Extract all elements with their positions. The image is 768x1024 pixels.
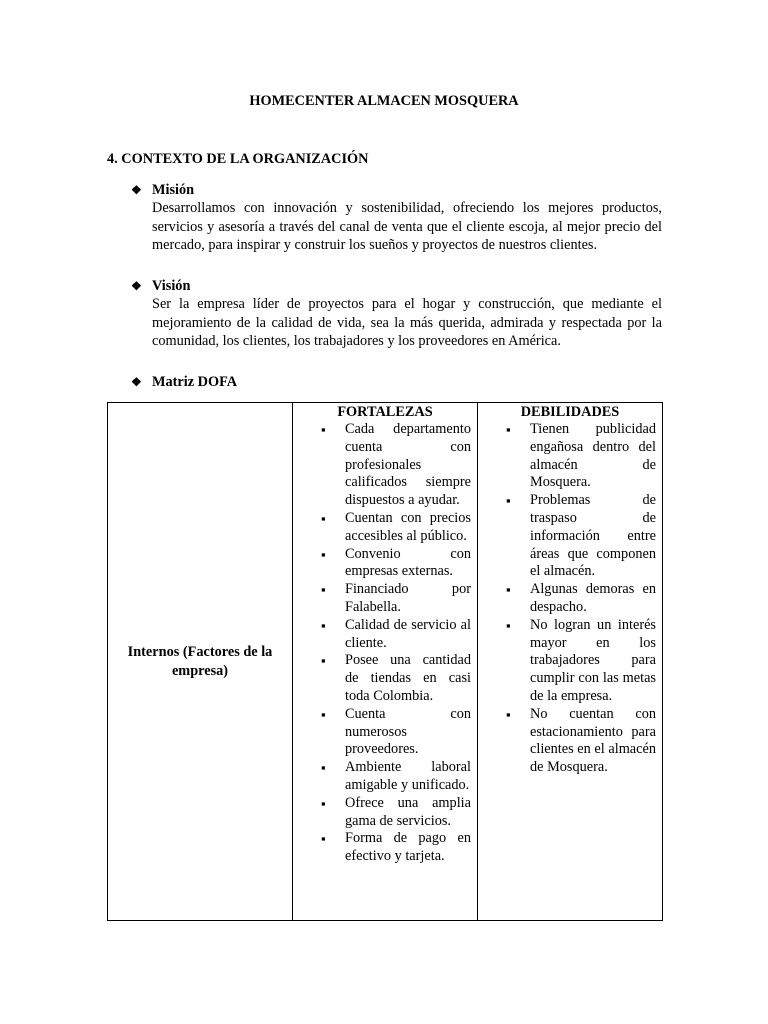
diamond-bullet-icon: ❖: [131, 279, 142, 293]
list-item: ▪ Ofrece una amplia gama de servicios.: [293, 795, 471, 831]
section-heading: 4. CONTEXTO DE LA ORGANIZACIÓN: [107, 151, 369, 167]
diamond-bullet-icon: ❖: [131, 375, 142, 389]
document-title: HOMECENTER ALMACEN MOSQUERA: [249, 93, 519, 109]
mision-title: Misión: [152, 182, 195, 198]
mision-block: [131, 181, 662, 255]
vision-text: Ser la empresa líder de proyectos para el hogar y construcción, que mediante el mejoramiento de la calidad de vida, sea la más querida, admirada y respectada por la comunidad, los clientes, los trabajadores y los proveedores en América.: [152, 296, 662, 349]
list-item: ▪ Posee una cantidad de tiendas en casi toda Colombia.: [293, 652, 471, 705]
list-item: ▪ Convenio con empresas externas.: [293, 546, 471, 582]
list-item: ▪ Financiado por Falabella.: [293, 581, 471, 617]
list-item: ▪ Ambiente laboral amigable y unificado.: [293, 759, 471, 795]
list-item: ▪ Cuentan con precios accesibles al público.: [293, 510, 471, 546]
mision-text: Desarrollamos con innovación y sostenibilidad, ofreciendo los mejores productos, servicios y asesoría a través del canal de venta que el cliente escoja, al mejor precio del mercado, para inspirar y construir los sueños y proyectos de nuestros clientes.: [152, 200, 662, 253]
diamond-bullet-icon: ❖: [131, 183, 142, 197]
table-row: [108, 403, 663, 921]
list-item: ▪ Algunas demoras en despacho.: [478, 581, 656, 617]
list-item: ▪ Forma de pago en efectivo y tarjeta.: [293, 830, 471, 866]
dofa-heading-block: [131, 373, 662, 391]
list-item: ▪ Cada departamento cuenta con profesionales calificados siempre dispuestos a ayudar.: [293, 421, 471, 510]
list-item: ▪ No cuentan con estacionamiento para clientes en el almacén de Mosquera.: [478, 706, 656, 777]
debilidades-list: [478, 421, 662, 777]
list-item: ▪ Cuenta con numerosos proveedores.: [293, 706, 471, 759]
dofa-title: Matriz DOFA: [152, 374, 238, 390]
list-item: ▪ No logran un interés mayor en los trabajadores para cumplir con las metas de la empresa.: [478, 617, 656, 706]
debilidades-cell: [478, 403, 663, 921]
list-item: ▪ Problemas de traspaso de información entre áreas que componen el almacén.: [478, 492, 656, 581]
vision-block: [131, 277, 662, 351]
vision-title: Visión: [152, 278, 191, 294]
row-label-internos: Internos (Factores de la empresa): [108, 403, 293, 921]
fortalezas-list: [293, 421, 477, 866]
fortalezas-cell: [293, 403, 478, 921]
list-item: ▪ Calidad de servicio al cliente.: [293, 617, 471, 653]
fortalezas-header: FORTALEZAS: [337, 404, 433, 420]
list-item: ▪ Tienen publicidad engañosa dentro del almacén de Mosquera.: [478, 421, 656, 492]
debilidades-header: DEBILIDADES: [520, 404, 620, 420]
dofa-table: [107, 402, 663, 921]
